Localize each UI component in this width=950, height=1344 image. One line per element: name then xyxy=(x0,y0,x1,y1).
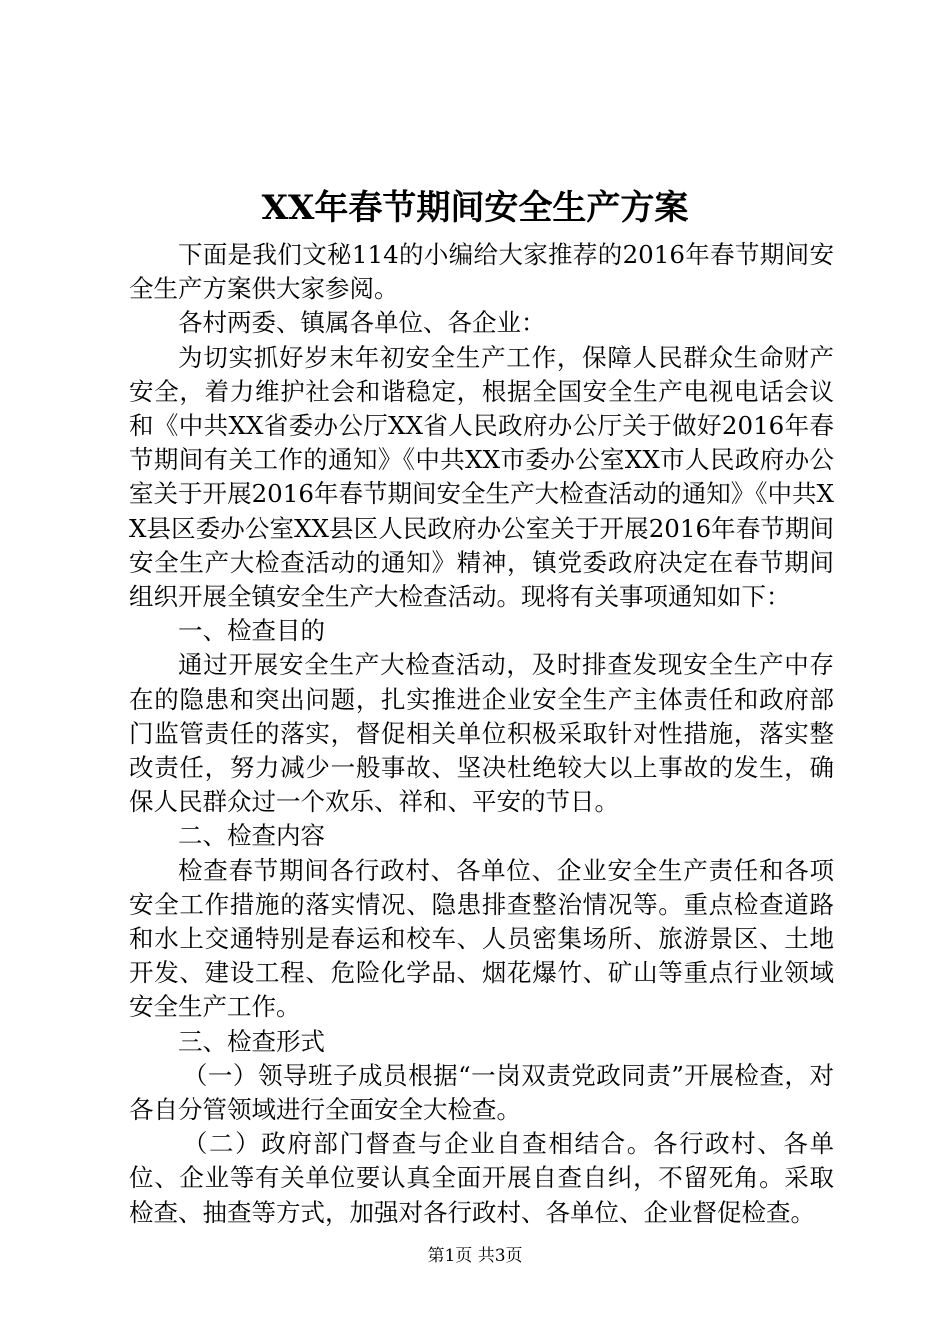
salutation-paragraph: 各村两委、镇属各单位、各企业： xyxy=(178,308,546,338)
intro-paragraph: 下面是我们文秘114的小编给大家推荐的2016年春节期间安全生产方案供大家参阅。 xyxy=(129,240,834,304)
document-title: XX年春节期间安全生产方案 xyxy=(261,188,689,228)
content-paragraph: 检查春节期间各行政村、各单位、企业安全生产责任和各项安全工作措施的落实情况、隐患排查整治情况等。重点检查道路和水上交通特别是春运和校车、人员密集场所、旅游景区、土地开发、建设工程、危险化学品、烟花爆竹、矿山等重点行业领域安全生产工作。 xyxy=(129,855,834,1022)
section-heading-content: 二、检查内容 xyxy=(178,821,325,851)
page-number-footer: 第1页 共3页 xyxy=(427,1246,523,1266)
preamble-paragraph: 为切实抓好岁末年初安全生产工作，保障人民群众生命财产安全，着力维护社会和谐稳定，根据全国安全生产电视电话会议和《中共XX省委办公厅XX省人民政府办公厅关于做好2016年春节期间有关工作的通知》《中共XX市委办公室XX市人民政府办公室关于开展2016年春节期间安全生产大检查活动的通知》《中共XX县区委办公室XX县区人民政府办公室关于开展2016年春节期间安全生产大检查活动的通知》精神，镇党委政府决定在春节期间组织开展全镇安全生产大检查活动。现将有关事项通知如下： xyxy=(129,342,834,612)
document-body xyxy=(129,238,834,1230)
purpose-paragraph: 通过开展安全生产大检查活动，及时排查发现安全生产中存在的隐患和突出问题，扎实推进企业安全生产主体责任和政府部门监管责任的落实，督促相关单位积极采取针对性措施，落实整改责任，努力减少一般事故、坚决杜绝较大以上事故的发生，确保人民群众过一个欢乐、祥和、平安的节日。 xyxy=(129,650,834,817)
section-heading-purpose: 一、检查目的 xyxy=(178,616,325,646)
form-item-two: （二）政府部门督查与企业自查相结合。各行政村、各单位、企业等有关单位要认真全面开展自查自纠，不留死角。采取检查、抽查等方式，加强对各行政村、各单位、企业督促检查。 xyxy=(129,1129,834,1227)
section-heading-form: 三、检查形式 xyxy=(178,1026,325,1056)
form-item-one: （一）领导班子成员根据“一岗双责党政同责”开展检查，对各自分管领域进行全面安全大检查。 xyxy=(129,1060,834,1125)
